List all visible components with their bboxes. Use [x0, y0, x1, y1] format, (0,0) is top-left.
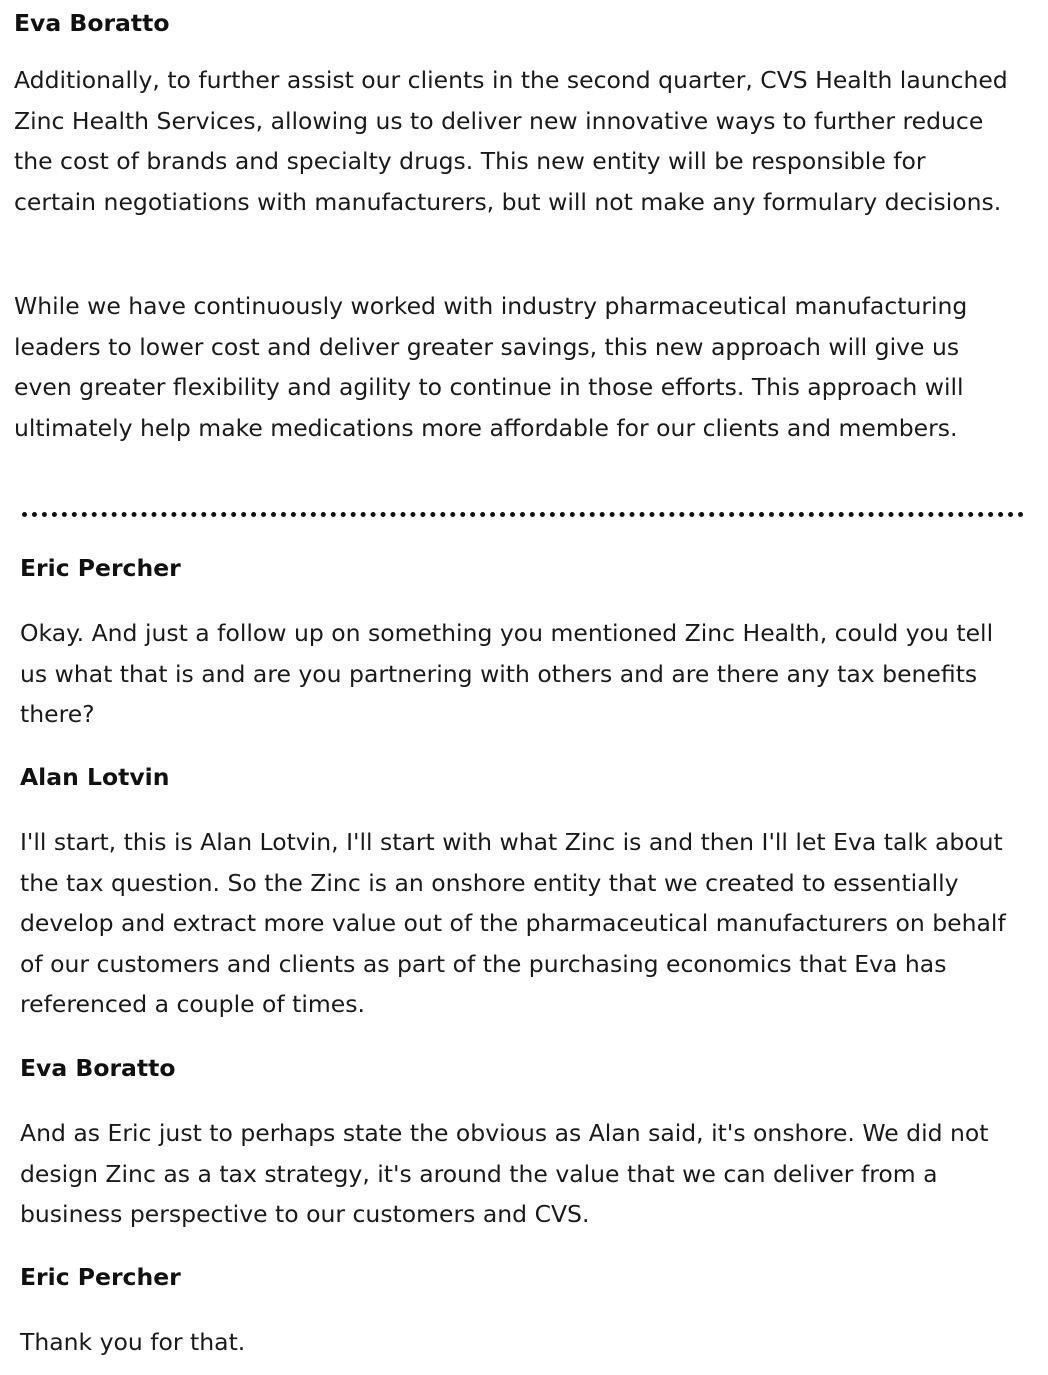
speaker-block-eric-percher-1 [20, 553, 1022, 583]
transcript-paragraph: I'll start, this is Alan Lotvin, I'll start with what Zinc is and then I'll let Eva talk about the tax question. So the Zinc is an onshore entity that we created to essentially develop and extract more value out of the pharmaceutical manufacturers on behalf of our customers and clients as part of the purchasing economics that Eva has referenced a couple of times. [20, 828, 1006, 1019]
paragraph-eva-2 [20, 1113, 1022, 1235]
paragraph-eva-1a [14, 60, 1014, 222]
transcript-paragraph: While we have continuously worked with industry pharmaceutical manufacturing leaders to lower cost and deliver greater savings, this new approach will give us even greater flexibility and agility to continue in those efforts. This approach will ultimately help make medications more affordable for our clients and members. [14, 292, 968, 442]
paragraph-eva-1b [14, 286, 1014, 448]
paragraph-eric-1 [20, 613, 1022, 735]
dotted-divider [22, 512, 1024, 517]
transcript-paragraph: And as Eric just to perhaps state the obvious as Alan said, it's onshore. We did not design Zinc as a tax strategy, it's around the value that we can deliver from a business perspective to our customers and CVS. [20, 1119, 989, 1229]
speaker-block-eva-boratto-2 [20, 1053, 1022, 1083]
speaker-block-eric-percher-2 [20, 1262, 1022, 1292]
speaker-name: Alan Lotvin [20, 763, 170, 791]
speaker-name: Eva Boratto [20, 1054, 176, 1082]
speaker-name: Eva Boratto [14, 9, 170, 37]
transcript-paragraph: Thank you for that. [20, 1328, 246, 1356]
speaker-name: Eric Percher [20, 1263, 181, 1291]
transcript-paragraph: Additionally, to further assist our clients in the second quarter, CVS Health launched Zinc Health Services, allowing us to deliver new innovative ways to further reduce the cost of brands and specialty drugs. This new entity will be responsible for certain negotiations with manufacturers, but will not make any formulary decisions. [14, 66, 1008, 216]
speaker-name: Eric Percher [20, 554, 181, 582]
paragraph-eric-2 [20, 1322, 1022, 1363]
speaker-block-alan-lotvin [20, 762, 1022, 792]
transcript-paragraph: Okay. And just a follow up on something you mentioned Zinc Health, could you tell us what that is and are you partnering with others and are there any tax benefits there? [20, 619, 994, 729]
paragraph-alan [20, 822, 1022, 1025]
speaker-block-eva-boratto-1 [14, 8, 1014, 38]
